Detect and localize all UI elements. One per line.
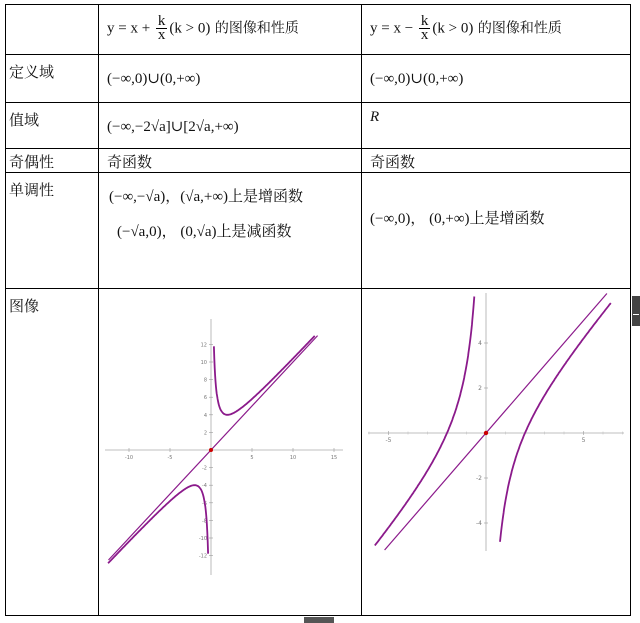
fraction-numerator: k <box>157 13 166 29</box>
row-label-graph: 图像 <box>6 289 99 616</box>
y-tick-label: 4 <box>478 340 482 347</box>
header-col2-suffix: 的图像和性质 <box>473 20 562 37</box>
header-col1-fraction <box>156 15 168 42</box>
y-tick-label: -4 <box>202 483 207 490</box>
row-label-range: 值域 <box>6 103 99 149</box>
x-tick-label: 5 <box>581 437 586 444</box>
graph1-cell <box>99 289 362 616</box>
scroll-handle-right[interactable] <box>632 296 640 326</box>
y-tick-label: -12 <box>198 553 207 560</box>
header-col2-expr: y = x − <box>370 20 417 37</box>
header-col2 <box>362 5 631 55</box>
properties-table <box>5 4 631 616</box>
range-col1: (−∞,−2√a]∪[2√a,+∞) <box>107 119 239 135</box>
graph-row <box>6 289 631 616</box>
header-col2-fraction <box>419 15 431 42</box>
header-col1-expr: y = x + <box>107 20 154 37</box>
graph2-cell <box>362 289 631 616</box>
graph2-plot <box>362 289 630 614</box>
y-tick-label: 2 <box>478 385 482 392</box>
origin-point <box>209 448 213 452</box>
y-tick-label: -2 <box>202 465 207 472</box>
x-tick-label: 5 <box>250 455 254 461</box>
header-col2-cond: (k > 0) <box>432 20 474 37</box>
mono-col1-line2-math: (−√a,0)， (0,√a) <box>117 224 217 240</box>
x-tick-label: -10 <box>124 455 134 461</box>
y-tick-label: 10 <box>200 360 207 366</box>
parity-col1: 奇函数 <box>99 149 362 173</box>
header-empty-cell <box>6 5 99 55</box>
scroll-handle-bottom[interactable] <box>304 617 334 623</box>
y-tick-label: -4 <box>476 520 482 527</box>
fraction-denominator: x <box>420 27 429 43</box>
x-tick-label: -5 <box>385 437 392 444</box>
header-col1-suffix: 的图像和性质 <box>210 20 299 37</box>
row-label-parity: 奇偶性 <box>6 149 99 173</box>
y-tick-label: 6 <box>203 395 207 402</box>
mono-col1-line2-text: 上是减函数 <box>216 222 292 240</box>
row-label-domain: 定义域 <box>6 55 99 103</box>
monotonicity-row <box>6 173 631 289</box>
header-row <box>6 5 631 55</box>
origin-point <box>484 431 488 435</box>
range-col2: R <box>370 109 380 125</box>
header-col1-cond: (k > 0) <box>169 20 211 37</box>
asymptote-line <box>385 294 607 551</box>
curve-branch-left <box>375 297 474 546</box>
domain-row <box>6 55 631 103</box>
y-tick-label: 12 <box>200 342 207 349</box>
parity-row <box>6 149 631 173</box>
domain-col2: (−∞,0)∪(0,+∞) <box>370 71 464 87</box>
y-tick-label: 2 <box>203 430 207 437</box>
fraction-denominator: x <box>157 27 166 43</box>
mono-col1-line1-text: 上是增函数 <box>228 187 304 205</box>
header-col1 <box>99 5 362 55</box>
curve-branch-left <box>108 485 208 563</box>
y-tick-label: -6 <box>202 500 207 507</box>
y-tick-label: -10 <box>198 536 207 542</box>
row-label-monotonicity: 单调性 <box>6 173 99 289</box>
domain-col1: (−∞,0)∪(0,+∞) <box>107 71 201 87</box>
curve-branch-right <box>500 303 611 542</box>
parity-col2: 奇函数 <box>362 149 631 173</box>
fraction-numerator: k <box>420 13 429 29</box>
y-tick-label: 8 <box>203 377 207 384</box>
mono-col1-line1-math: (−∞,−√a)，(√a,+∞) <box>109 189 229 205</box>
x-tick-label: 10 <box>289 455 297 461</box>
y-tick-label: -2 <box>476 475 482 482</box>
asymptote-line <box>109 336 318 560</box>
y-tick-label: 4 <box>203 412 207 419</box>
x-tick-label: 15 <box>330 455 338 461</box>
mono-col2-math: (−∞,0)， (0,+∞) <box>370 211 470 227</box>
mono-col2-text: 上是增函数 <box>469 209 545 227</box>
scroll-handle-grip <box>633 314 639 315</box>
curve-branch-right <box>214 336 315 415</box>
x-tick-label: -5 <box>167 455 173 461</box>
graph1-plot <box>99 289 361 614</box>
range-row <box>6 103 631 149</box>
y-tick-label: -8 <box>202 518 207 525</box>
